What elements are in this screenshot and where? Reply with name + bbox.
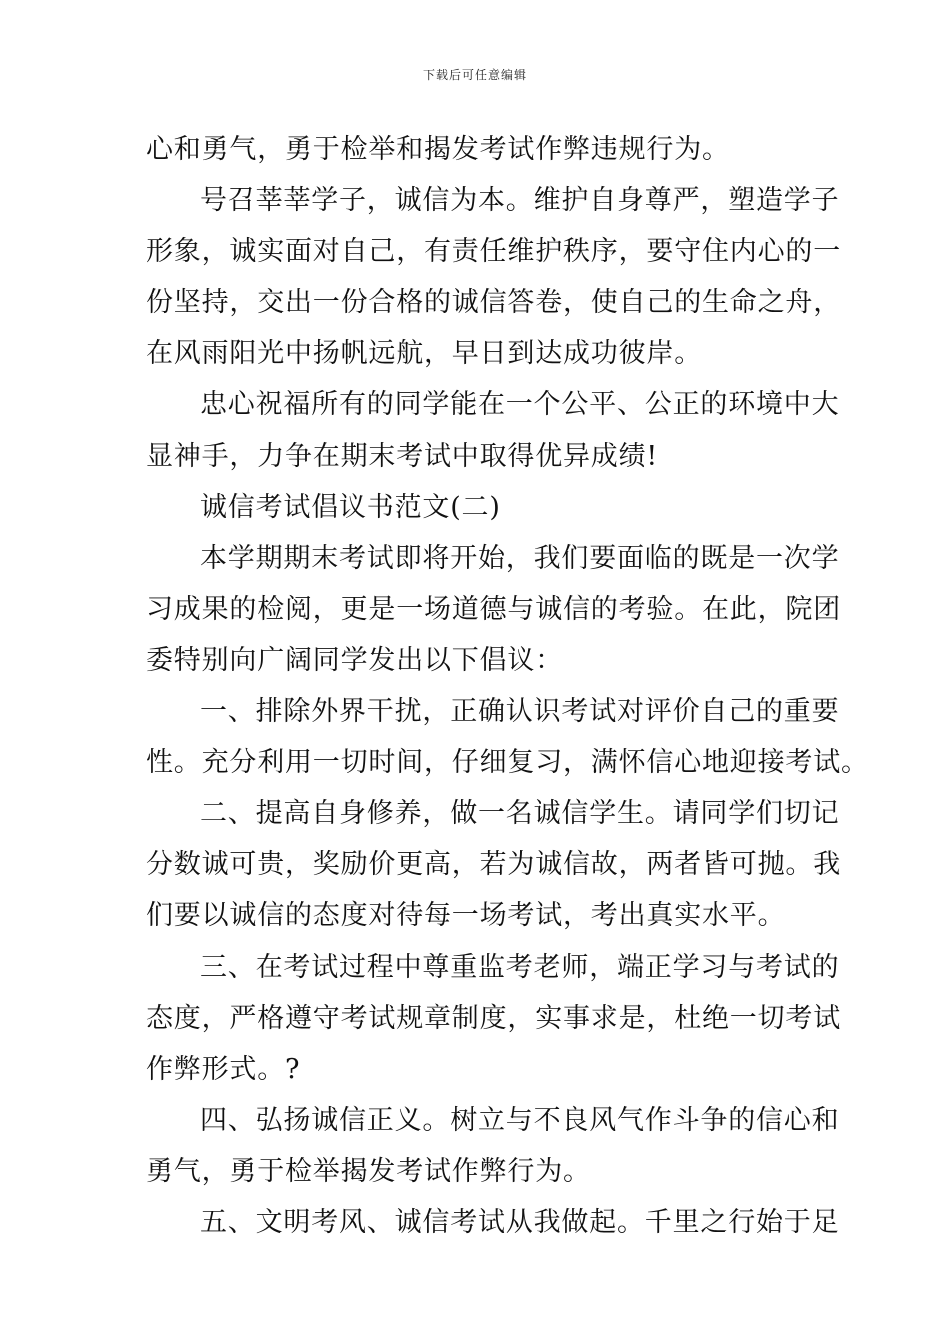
proposal-item-4: [146, 1095, 840, 1197]
page-header: 下载后可任意编辑: [422, 68, 527, 82]
document-body: [146, 124, 869, 1248]
text-line: 作弊形式。?: [146, 1053, 301, 1085]
text-line: 形象，诚实面对自己，有责任维护秩序，要守住内心的一: [146, 236, 841, 268]
text-line: 心和勇气，勇于检举和揭发考试作弊违规行为。: [146, 134, 730, 165]
text-line: 态度，严格遵守考试规章制度，实事求是，杜绝一切考试: [146, 1002, 841, 1034]
text-line: 在风雨阳光中扬帆远航，早日到达成功彼岸。: [146, 338, 702, 370]
paragraph-call-to-students: [146, 175, 841, 379]
section-heading: [146, 482, 810, 533]
text-line: 四、弘扬诚信正义。树立与不良风气作斗争的信心和: [200, 1104, 840, 1136]
text-line: 号召莘莘学子，诚信为本。维护自身尊严，塑造学子: [200, 185, 840, 217]
proposal-item-5: [146, 1197, 840, 1248]
text-line: 显神手，力争在期末考试中取得优异成绩!: [146, 440, 659, 472]
text-line: 们要以诚信的态度对待每一场考试，考出真实水平。: [146, 900, 786, 932]
text-line: 三、在考试过程中尊重监考老师，端正学习与考试的: [200, 951, 840, 983]
text-line: 本学期期末考试即将开始，我们要面临的既是一次学: [200, 542, 840, 574]
text-line: 性。充分利用一切时间，仔细复习，满怀信心地迎接考试。: [146, 747, 869, 779]
text-line: 一、排除外界干扰，正确认识考试对评价自己的重要: [200, 696, 840, 728]
section-title: 诚信考试倡议书范文(二): [200, 491, 501, 523]
paragraph-blessing: [146, 379, 840, 481]
text-line: 五、文明考风、诚信考试从我做起。千里之行始于足: [200, 1206, 840, 1238]
text-line: 习成果的检阅，更是一场道德与诚信的考验。在此，院团: [146, 593, 841, 625]
text-line: 份坚持，交出一份合格的诚信答卷，使自己的生命之舟，: [146, 287, 841, 319]
proposal-item-2: [146, 788, 841, 941]
paragraph-continuation: [146, 124, 810, 175]
text-line: 分数诚可贵，奖励价更高，若为诚信故，两者皆可抛。我: [146, 849, 841, 881]
text-line: 二、提高自身修养，做一名诚信学生。请同学们切记: [200, 798, 840, 830]
text-line: 委特别向广阔同学发出以下倡议：: [146, 644, 563, 676]
paragraph-intro: [146, 533, 841, 686]
proposal-item-3: [146, 942, 841, 1095]
text-line: 勇气，勇于检举揭发考试作弊行为。: [146, 1155, 591, 1187]
proposal-item-1: [146, 686, 869, 788]
text-line: 忠心祝福所有的同学能在一个公平、公正的环境中大: [200, 389, 840, 421]
